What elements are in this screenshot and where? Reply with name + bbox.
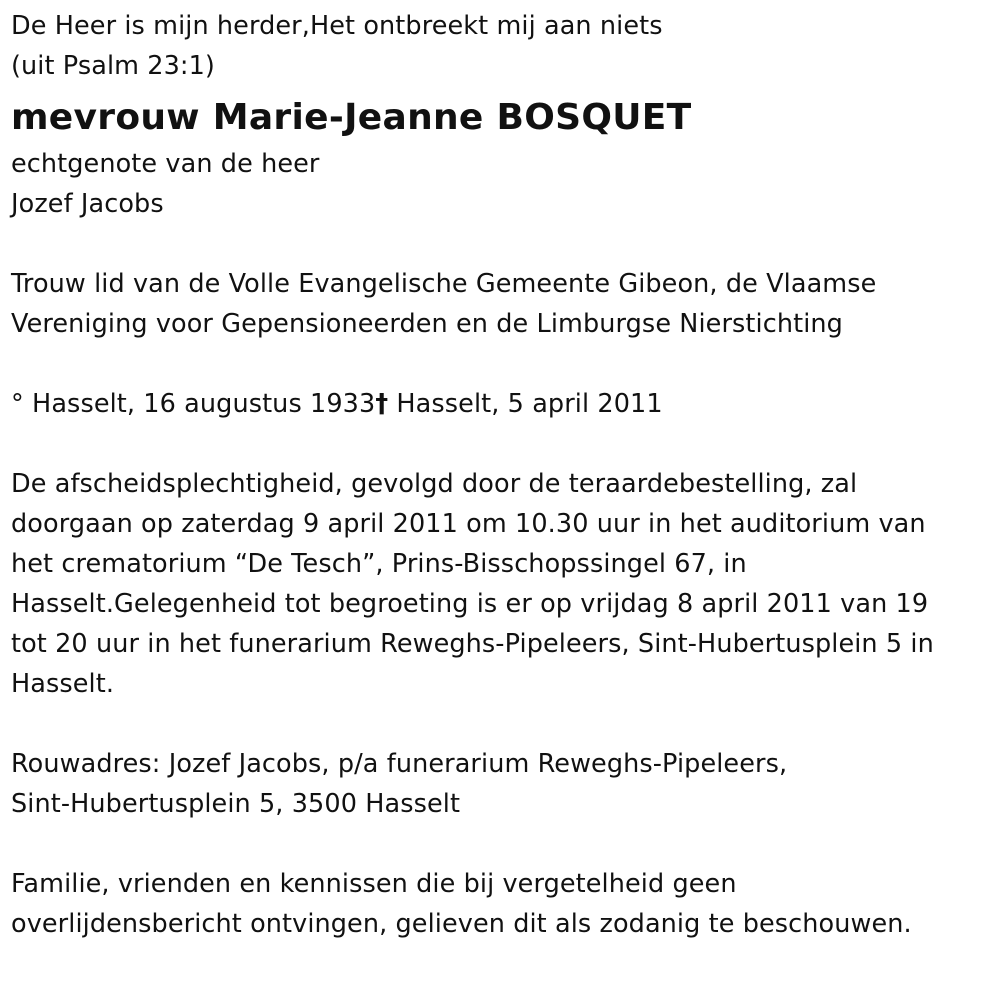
spouse-name: Jozef Jacobs [11, 189, 164, 219]
ceremony-line: Hasselt.Gelegenheid tot begroeting is er op vrijdag 8 april 2011 van 19 [11, 589, 929, 619]
ceremony-line: tot 20 uur in het funerarium Reweghs-Pipeleers, Sint-Hubertusplein 5 in [11, 629, 934, 659]
birth-date: ° Hasselt, 16 augustus 1933 [11, 389, 376, 419]
psalm-quote [11, 6, 1000, 86]
ceremony-line: het crematorium “De Tesch”, Prins-Bisschopssingel 67, in [11, 549, 747, 579]
spacer [11, 344, 1000, 384]
ceremony-line: doorgaan op zaterdag 9 april 2011 om 10.30 uur in het auditorium van [11, 509, 926, 539]
closing-note [11, 864, 1000, 944]
cross-icon: † [375, 389, 389, 419]
spouse-info [11, 144, 1000, 224]
spacer [11, 704, 1000, 744]
death-date: Hasselt, 5 april 2011 [388, 389, 663, 419]
ceremony-line: De afscheidsplechtigheid, gevolgd door de teraardebestelling, zal [11, 469, 858, 499]
deceased-name: mevrouw Marie-Jeanne BOSQUET [11, 97, 692, 138]
quote-source: (uit Psalm 23:1) [11, 51, 215, 81]
membership-line: Trouw lid van de Volle Evangelische Gemeente Gibeon, de Vlaamse [11, 269, 877, 299]
membership-line: Vereniging voor Gepensioneerden en de Limburgse Nierstichting [11, 309, 843, 339]
membership-info [11, 264, 1000, 344]
ceremony-line: Hasselt. [11, 669, 115, 699]
ceremony-info [11, 464, 1000, 704]
relation-text: echtgenote van de heer [11, 149, 320, 179]
closing-line: Familie, vrienden en kennissen die bij vergetelheid geen [11, 869, 737, 899]
closing-line: overlijdensbericht ontvingen, gelieven dit als zodanig te beschouwen. [11, 909, 912, 939]
quote-text: De Heer is mijn herder,Het ontbreekt mij aan niets [11, 11, 663, 41]
life-dates [11, 384, 1000, 424]
address-line: Sint-Hubertusplein 5, 3500 Hasselt [11, 789, 461, 819]
mourning-address [11, 744, 1000, 824]
spacer [11, 424, 1000, 464]
spacer [11, 824, 1000, 864]
address-line: Rouwadres: Jozef Jacobs, p/a funerarium Reweghs-Pipeleers, [11, 749, 788, 779]
spacer [11, 224, 1000, 264]
